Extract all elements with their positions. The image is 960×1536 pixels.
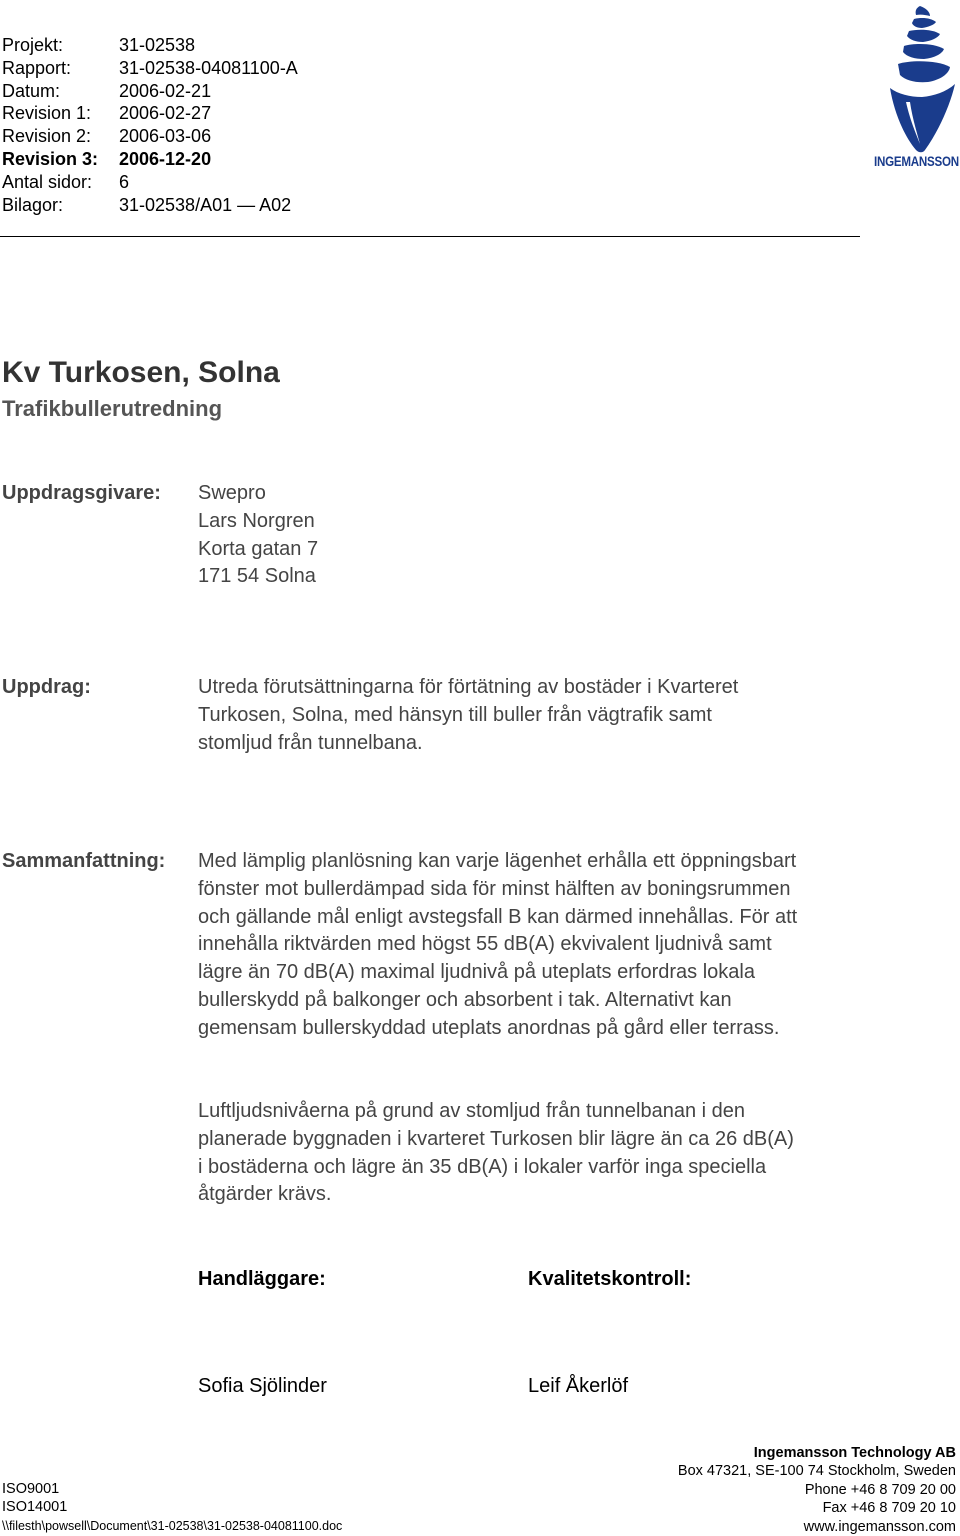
- company-address: Box 47321, SE-100 74 Stockholm, Sweden: [677, 1463, 956, 1480]
- client-line: 171 54 Solna: [198, 565, 316, 588]
- summary-line: lägre än 70 dB(A) maximal ljudnivå på uteplats erfordras lokala: [198, 961, 755, 984]
- report-meta: [2, 34, 298, 216]
- meta-label: Antal sidor:: [2, 171, 93, 192]
- assignment-line: stomljud från tunnelbana.: [198, 731, 423, 754]
- meta-label: Revision 3:: [2, 148, 99, 169]
- summary-label: Sammanfattning:: [2, 850, 166, 872]
- page-subtitle: Trafikbullerutredning: [2, 396, 223, 421]
- summary-line: åtgärder krävs.: [198, 1183, 332, 1206]
- summary-line: i bostäderna och lägre än 35 dB(A) i lokaler varför inga speciella: [198, 1155, 767, 1178]
- meta-value: 2006-02-21: [119, 80, 212, 101]
- meta-row-date: [2, 80, 298, 103]
- ingemansson-shell-logo-icon: [876, 2, 960, 174]
- document-path: \\filesth\powsell\Document\31-02538\31-02538-04081100.doc: [2, 1518, 343, 1533]
- handler-label: Handläggare:: [198, 1268, 326, 1290]
- summary-line: fönster mot bullerdämpad sida för minst hälften av boningsrummen: [198, 877, 791, 900]
- company-name: Ingemansson Technology AB: [753, 1445, 956, 1461]
- meta-label: Projekt:: [2, 35, 64, 55]
- meta-label: Bilagor:: [2, 194, 64, 215]
- summary-line: planerade byggnaden i kvarteret Turkosen blir lägre än ca 26 dB(A): [198, 1127, 794, 1150]
- meta-value: 2006-12-20: [119, 148, 212, 169]
- footer-left: [2, 1480, 342, 1535]
- meta-row-attachments: [2, 194, 298, 217]
- handler-name: Sofia Sjölinder: [198, 1375, 327, 1397]
- assignment-line: Turkosen, Solna, med hänsyn till buller från vägtrafik samt: [198, 703, 712, 726]
- summary-line: Med lämplig planlösning kan varje lägenhet erhålla ett öppningsbart: [198, 850, 797, 872]
- summary-paragraph-2: [198, 1098, 794, 1209]
- footer-right: [678, 1444, 956, 1536]
- summary-line: innehålla riktvärden med högst 55 dB(A) ekvivalent ljudnivå samt: [198, 933, 772, 956]
- client-line: Swepro: [198, 482, 266, 504]
- summary-line: Luftljudsnivåerna på grund av stomljud från tunnelbanan i den: [198, 1100, 746, 1122]
- meta-row-report: [2, 57, 298, 80]
- meta-label: Revision 1:: [2, 103, 92, 124]
- iso-14001: ISO14001: [2, 1499, 68, 1516]
- assignment-line: Utreda förutsättningarna för förtätning av bostäder i Kvarteret: [198, 676, 739, 698]
- client-line: Korta gatan 7: [198, 537, 319, 560]
- company-phone: Phone +46 8 709 20 00: [804, 1481, 956, 1498]
- assignment-label: Uppdrag:: [2, 676, 91, 698]
- client-block: [198, 480, 318, 591]
- assignment-block: [198, 674, 738, 757]
- meta-label: Datum:: [2, 80, 61, 101]
- iso-9001: ISO9001: [2, 1481, 60, 1497]
- meta-label: Revision 2:: [2, 126, 92, 147]
- meta-value: 2006-02-27: [119, 103, 212, 124]
- summary-line: och gällande mål enligt avstegsfall B kan därmed innehållas. För att: [198, 905, 798, 928]
- summary-line: gemensam bullerskyddad uteplats anordnas på gård eller terrass.: [198, 1016, 780, 1039]
- logo-wordmark: INGEMANSSON: [874, 154, 959, 169]
- header-divider: [0, 236, 860, 237]
- quality-control-name: Leif Åkerlöf: [528, 1375, 629, 1397]
- meta-value: 6: [119, 171, 130, 192]
- page-title: Kv Turkosen, Solna: [2, 356, 280, 389]
- company-website: www.ingemansson.com: [803, 1518, 956, 1535]
- quality-control-label: Kvalitetskontroll:: [528, 1268, 692, 1290]
- meta-label: Rapport:: [2, 57, 72, 78]
- meta-row-revision-1: [2, 102, 298, 125]
- summary-paragraph-1: [198, 848, 797, 1043]
- meta-row-pages: [2, 171, 298, 194]
- meta-value: 31-02538/A01 — A02: [119, 194, 292, 215]
- meta-value: 2006-03-06: [119, 126, 212, 147]
- client-line: Lars Norgren: [198, 509, 315, 532]
- company-fax: Fax +46 8 709 20 10: [822, 1500, 956, 1517]
- meta-row-revision-3: [2, 148, 298, 171]
- meta-row-project: [2, 34, 298, 57]
- meta-value: 31-02538-04081100-A: [119, 57, 298, 78]
- client-label: Uppdragsgivare:: [2, 482, 161, 504]
- meta-row-revision-2: [2, 125, 298, 148]
- summary-line: bullerskydd på balkonger och absorbent i tak. Alternativt kan: [198, 988, 732, 1011]
- meta-value: 31-02538: [119, 35, 196, 55]
